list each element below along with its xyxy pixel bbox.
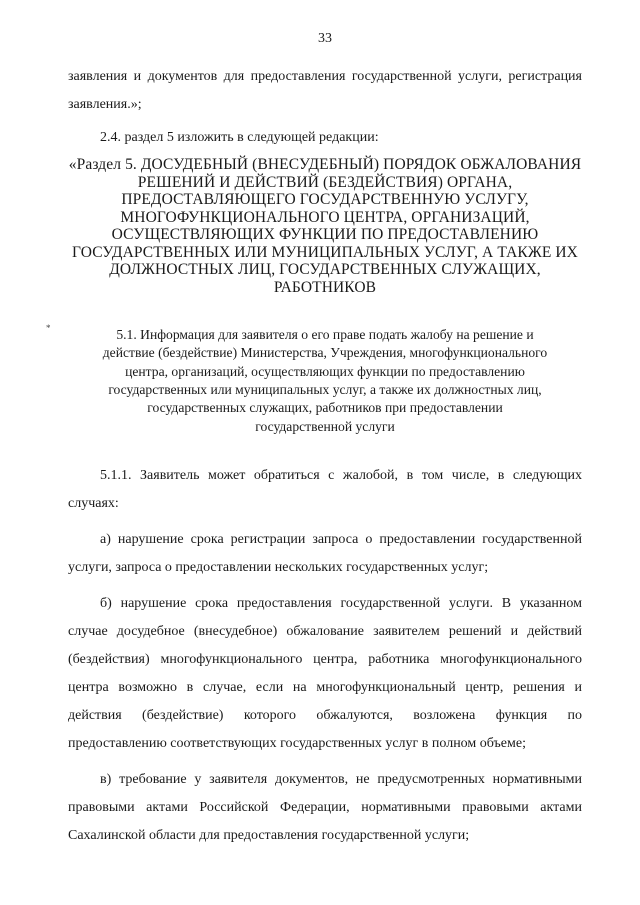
list-item-v: в) требование у заявителя документов, не предусмотренных нормативными правовыми актами Российской Федерации, нормативными правовыми актами Сахалинской области для предоставления государственной услуги; [68,772,582,844]
section-title-line: «Раздел 5. ДОСУДЕБНЫЙ (ВНЕСУДЕБНЫЙ) ПОРЯДОК ОБЖАЛОВАНИЯ [68,156,582,173]
page-number: 33 [318,31,332,46]
subsection-title-line: государственных или муниципальных услуг, а также их должностных лиц, [108,382,542,398]
margin-mark: * [46,323,51,333]
section-title-line: РАБОТНИКОВ [273,278,377,296]
list-item-a: а) нарушение срока регистрации запроса о предоставлении государственной услуги, запроса о предоставлении нескольких государственных услуг; [68,532,582,576]
list-item-b: б) нарушение срока предоставления государственной услуги. В указанном случае досудебное (внесудебное) обжалование заявителем решений и действий (бездействия) многофункционального центра, работника многофункционального центра возможно в случае, если на многофункциональный центр, решения и действия (бездействие) которого обжалуются, возложена функция по предоставлению соответствующих государственных услуг в полном объеме; [68,596,582,752]
subsection-title-line: действие (бездействие) Министерства, Учреждения, многофункционального [102,345,548,361]
subsection-title-line: центра, организаций, осуществляющих функции по предоставлению [125,363,525,379]
subsection-title-line: государственных служащих, работников при предоставлении [147,400,503,416]
subsection-5-1-title [68,326,582,436]
section-title-line: РЕШЕНИЙ И ДЕЙСТВИЙ (БЕЗДЕЙСТВИЯ) ОРГАНА, [137,173,513,191]
section-title-line: МНОГОФУНКЦИОНАЛЬНОГО ЦЕНТРА, ОРГАНИЗАЦИЙ, [120,208,530,226]
paragraph-continuation: заявления и документов для предоставления государственной услуги, регистрация заявления.»; [68,69,582,112]
paragraph-5-1-1: 5.1.1. Заявитель может обратиться с жалобой, в том числе, в следующих случаях: [68,468,582,512]
section-title-line: ДОЛЖНОСТНЫХ ЛИЦ, ГОСУДАРСТВЕННЫХ СЛУЖАЩИХ, [109,261,541,278]
section-title-line: ПРЕДОСТАВЛЯЮЩЕГО ГОСУДАРСТВЕННУЮ УСЛУГУ, [121,191,529,208]
subsection-title-line: государственной услуги [255,418,395,434]
subsection-title-line: 5.1. Информация для заявителя о его праве подать жалобу на решение и [116,327,534,342]
paragraph-2-4: 2.4. раздел 5 изложить в следующей редакции: [100,130,379,145]
section-5-title [68,156,582,296]
section-title-line: ОСУЩЕСТВЛЯЮЩИХ ФУНКЦИИ ПО ПРЕДОСТАВЛЕНИЮ [111,226,539,243]
section-title-line: ГОСУДАРСТВЕННЫХ ИЛИ МУНИЦИПАЛЬНЫХ УСЛУГ, А ТАКЖЕ ИХ [72,243,578,261]
